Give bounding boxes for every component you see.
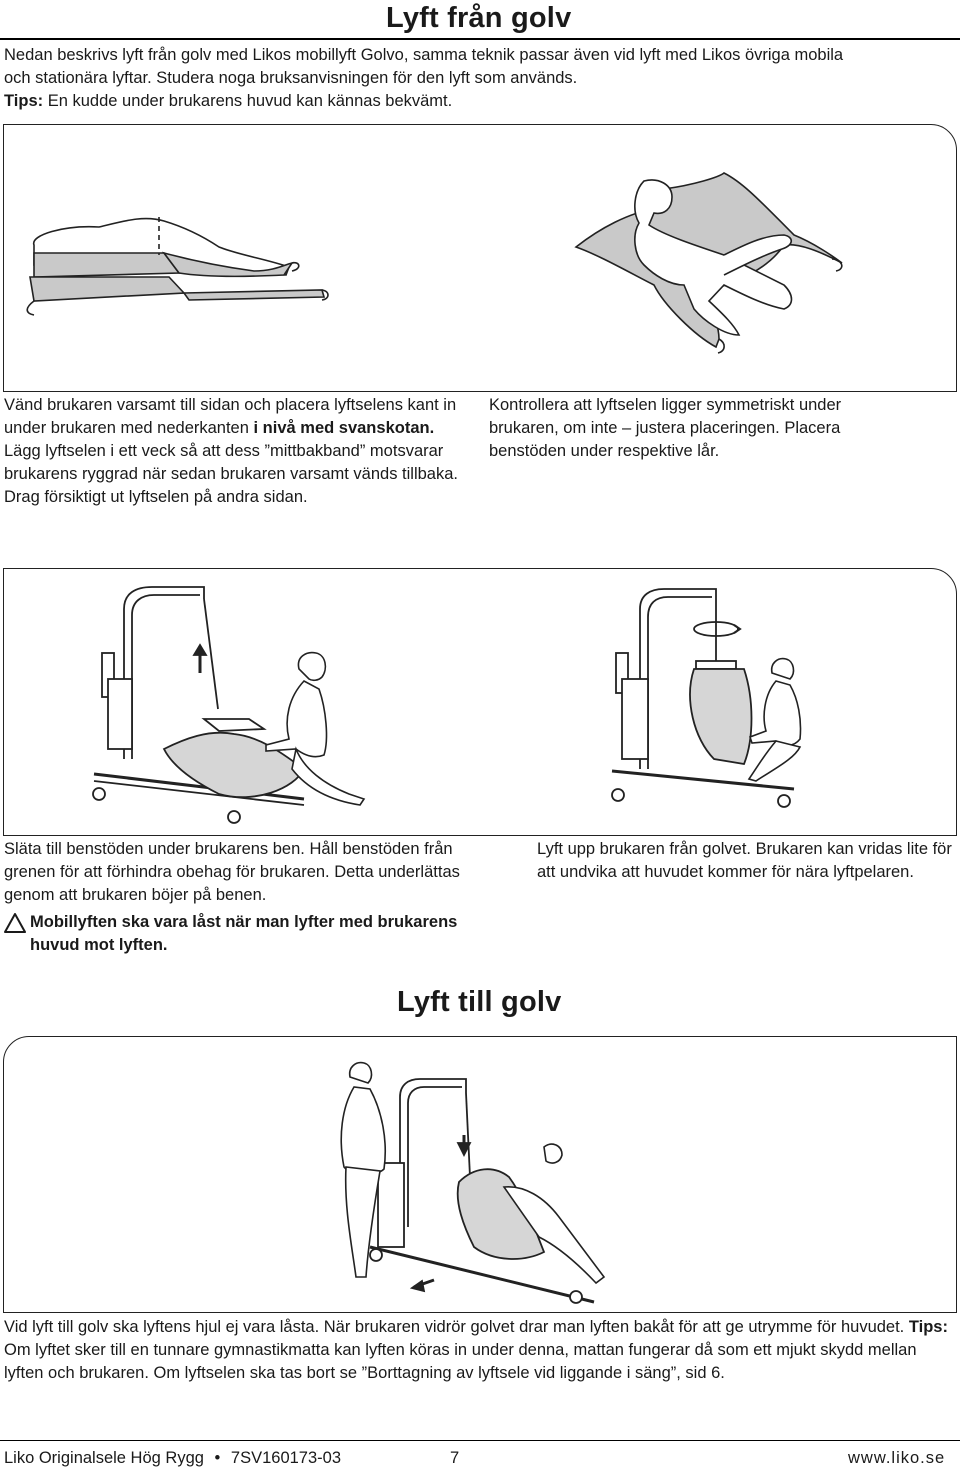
step-4-paragraph: Lyft upp brukaren från golvet. Brukaren kan vridas lite för att undvika att huvudet kommer för nära lyftpelaren. xyxy=(537,840,952,881)
illustration-panel-3 xyxy=(3,1036,957,1313)
tips-label: Tips: xyxy=(4,92,44,110)
intro-tips xyxy=(4,90,954,113)
section-2-text-b: Om lyftet sker till en tunnare gymnastikmatta kan lyften köras in under denna, mattan fungerar då som ett mjukt skydd mellan lyften och brukaren. Om lyftselen ska tas bort se ”Borttagning av lyftsele vid liggande i säng”, sid 6. xyxy=(4,1341,917,1382)
title-rule xyxy=(0,38,960,40)
footer-page-number: 7 xyxy=(450,1449,460,1467)
footer-doc-title: Liko Originalsele Hög Rygg xyxy=(4,1449,204,1467)
mobile-lift-left xyxy=(93,587,304,823)
section-2-text-a: Vid lyft till golv ska lyftens hjul ej vara låsta. När brukaren vidrör golvet drar man lyften bakåt för att ge utrymme för huvudet. xyxy=(4,1318,909,1336)
illustration-panel-2 xyxy=(3,568,957,836)
page-title: Lyft från golv xyxy=(386,2,572,34)
top-view-figure xyxy=(576,173,842,353)
footer-rule xyxy=(0,1440,960,1441)
tips-text: En kudde under brukarens huvud kan kännas bekvämt. xyxy=(43,92,453,110)
illustration-panel-1 xyxy=(3,124,957,392)
step-2-text xyxy=(489,394,909,463)
section-2-title: Lyft till golv xyxy=(397,986,562,1018)
section-2-tips-label: Tips: xyxy=(908,1318,948,1336)
sling-placement-illustration xyxy=(4,125,956,391)
step-1-text-bold: i nivå med svanskotan. xyxy=(253,419,435,437)
step-1-text xyxy=(4,394,460,509)
intro-line-2: och stationära lyftar. Studera noga bruksanvisningen för den lyft som används. xyxy=(4,69,578,87)
lifting-illustration xyxy=(4,569,956,835)
footer-doc xyxy=(4,1449,341,1468)
warning-text: Mobillyften ska vara låst när man lyfter med brukarens huvud mot lyften. xyxy=(30,913,458,954)
step-4-text xyxy=(537,838,955,884)
step-3-paragraph: Släta till benstöden under brukarens ben. Håll benstöden från grenen för att förhindra obehag för brukaren. Detta underlättas genom att brukaren böjer på benen. xyxy=(4,840,460,904)
warning-triangle-icon xyxy=(4,912,26,934)
step-1-text-b: Lägg lyftselen i ett veck så att dess ”mittbakband” motsvarar brukarens ryggrad när sedan brukaren varsamt vänds tillbaka. Drag försiktigt ut lyftselen på andra sidan. xyxy=(4,442,458,506)
intro-text xyxy=(4,44,954,113)
footer-code: 7SV160173-03 xyxy=(230,1449,342,1467)
step-3-text xyxy=(4,838,486,957)
intro-line-1: Nedan beskrivs lyft från golv med Likos mobillyft Golvo, samma teknik passar även vid lyft med Likos övriga mobila xyxy=(4,46,844,64)
footer-url[interactable]: www.liko.se xyxy=(848,1449,946,1467)
mobile-lift-center xyxy=(370,1079,594,1303)
lowering-illustration xyxy=(4,1037,956,1312)
footer-bullet: • xyxy=(214,1449,221,1467)
caregiver-right xyxy=(749,659,801,781)
section-2-text xyxy=(4,1316,954,1385)
warning-note xyxy=(4,911,486,957)
side-view-figure xyxy=(27,219,328,315)
step-2-paragraph: Kontrollera att lyftselen ligger symmetriskt under brukaren, om inte – justera placeringen. Placera benstöden under respektive lår. xyxy=(489,396,842,460)
step-1-text-a: Vänd brukaren varsamt till sidan och placera lyftselens kant in under brukaren med nederkanten xyxy=(4,396,457,437)
